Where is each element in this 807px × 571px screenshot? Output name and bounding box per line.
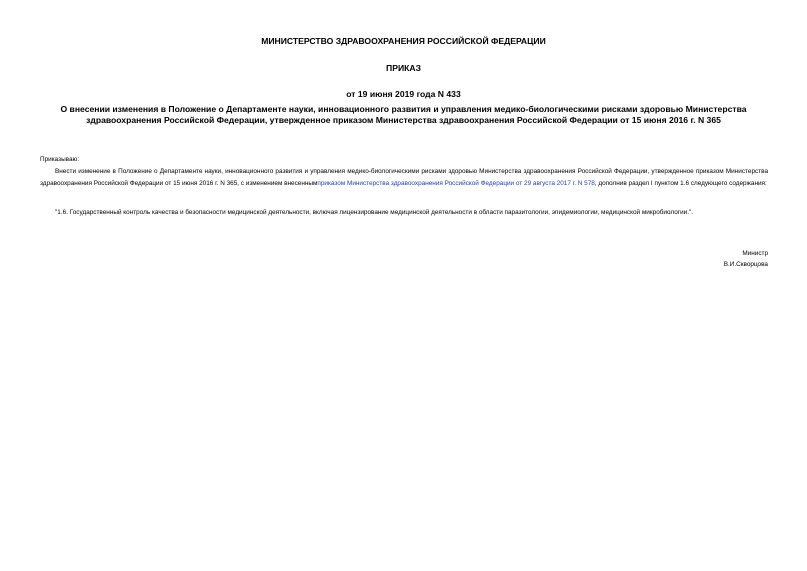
document-date-number: от 19 июня 2019 года N 433 [346,89,461,99]
ministry-heading: МИНИСТЕРСТВО ЗДРАВООХРАНЕНИЯ РОССИЙСКОЙ ФЕДЕРАЦИИ [261,36,546,46]
main-paragraph [40,166,768,190]
main-paragraph-text-end: , дополнив раздел I пунктом 1.6 следующего содержания: [594,180,767,187]
document-type-heading: ПРИКАЗ [386,63,421,73]
main-paragraph-text-start: Внести изменение в Положение о Департаменте науки, инновационного развития и управления медико-биологическими рисками здоровью Министерства здравоохранения Российской Федерации, утвержденное приказом Министерства здравоохранения Российской Федерации от 15 июня 2016 г. N 365, с изменением внесенным [40,168,768,187]
signature-name: В.И.Скворцова [723,261,768,268]
amendment-order-link[interactable]: приказом Министерства здравоохранения Российской Федерации от 29 августа 2017 г. N 578 [317,180,595,187]
document-title: О внесении изменения в Положение о Департаменте науки, инновационного развития и управления медико-биологическими рисками здоровью Министерства здравоохранения Российской Федерации, утвержденное приказом Министерства здравоохранения Российской Федерации от 15 июня 2016 г. N 365 [60,104,747,125]
intro-paragraph: Приказываю: [40,156,80,163]
quoted-clause: "1.6. Государственный контроль качества и безопасности медицинской деятельности, включая лицензирование медицинской деятельности в области паразитологии, эпидемиологии, медицинской микробиологии.". [55,209,694,216]
signature-position: Министр [742,250,768,257]
